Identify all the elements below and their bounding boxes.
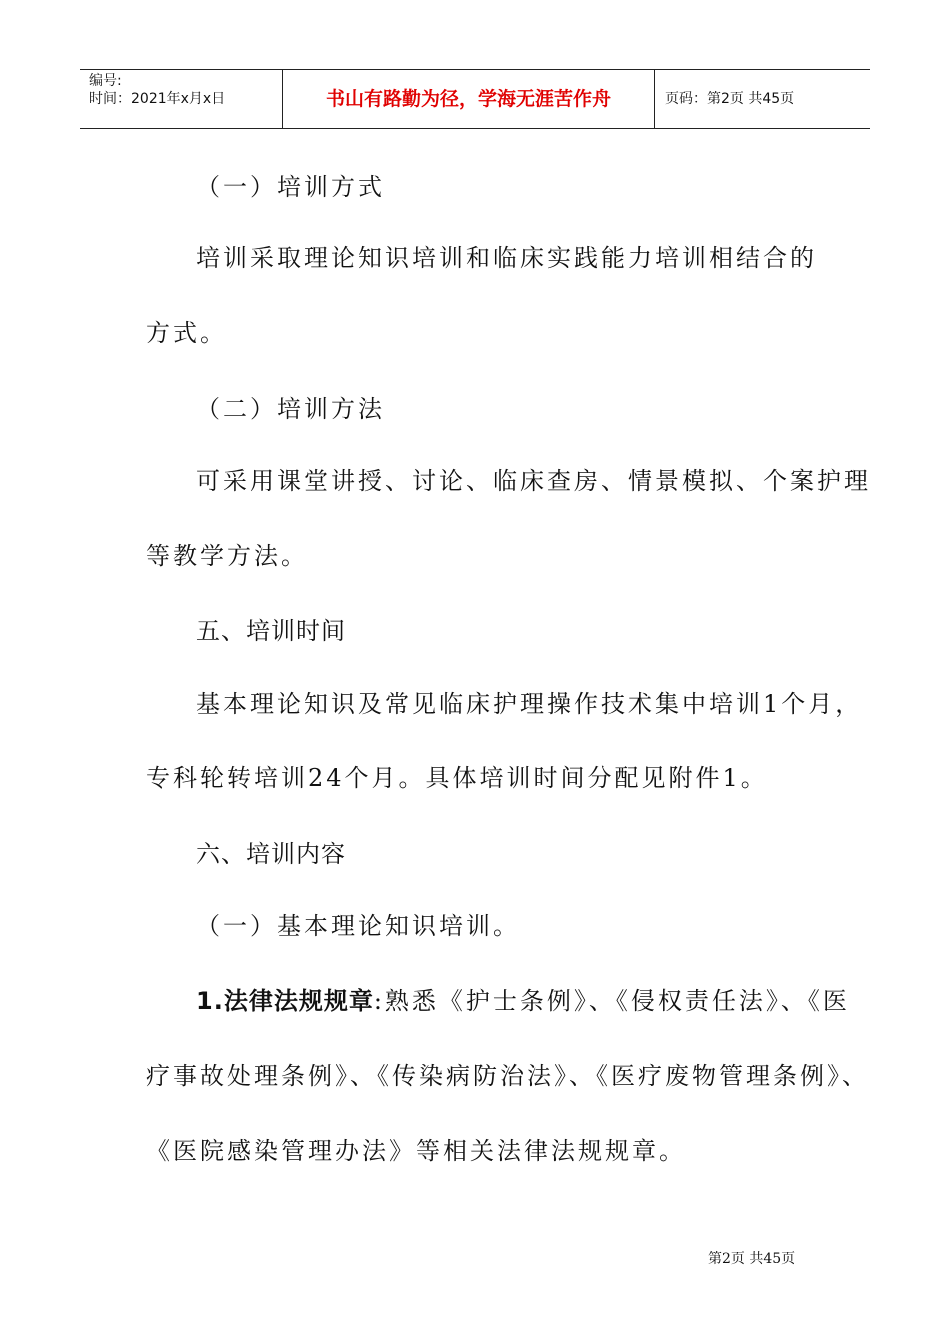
section-1-text-line-2: 方式。 (146, 319, 227, 347)
law-text-line-2: 疗事故处理条例》、《传染病防治法》、《医疗废物管理条例》、 (146, 1062, 869, 1090)
section-2-text-line-2: 等教学方法。 (146, 542, 308, 570)
header-time-label: 时间：2021年x月x日 (89, 91, 226, 107)
page-header (80, 69, 870, 129)
section-1-text-line-1: 培训采取理论知识培训和临床实践能力培训相结合的 (196, 244, 817, 272)
section-2-title: （二）培训方法 (196, 395, 385, 423)
header-page-code: 页码：第2页 共45页 (665, 91, 795, 107)
law-text-line-1-body: :熟悉《护士条例》、《侵权责任法》、《医 (373, 987, 850, 1015)
header-motto: 书山有路勤为径，学海无涯苦作舟 (282, 70, 655, 128)
time-text-line-1: 基本理论知识及常见临床护理操作技术集中培训1个月， (196, 690, 863, 718)
heading-training-time: 五、培训时间 (196, 617, 346, 645)
section-2-text-line-1: 可采用课堂讲授、讨论、临床查房、情景模拟、个案护理 (196, 467, 871, 495)
header-number-label: 编号: (89, 73, 122, 89)
page-footer-number: 第2页 共45页 (708, 1251, 796, 1267)
law-text-line-1 (196, 986, 850, 1016)
heading-training-content: 六、培训内容 (196, 840, 346, 868)
section-1-title: （一）培训方式 (196, 173, 385, 201)
time-text-line-2: 专科轮转培训24个月。具体培训时间分配见附件1。 (146, 764, 768, 792)
header-meta (80, 70, 282, 128)
law-text-line-3: 《医院感染管理办法》等相关法律法规规章。 (146, 1137, 686, 1165)
subsection-1-title: （一）基本理论知识培训。 (196, 912, 520, 940)
law-title: 1.法律法规规章 (196, 987, 374, 1015)
